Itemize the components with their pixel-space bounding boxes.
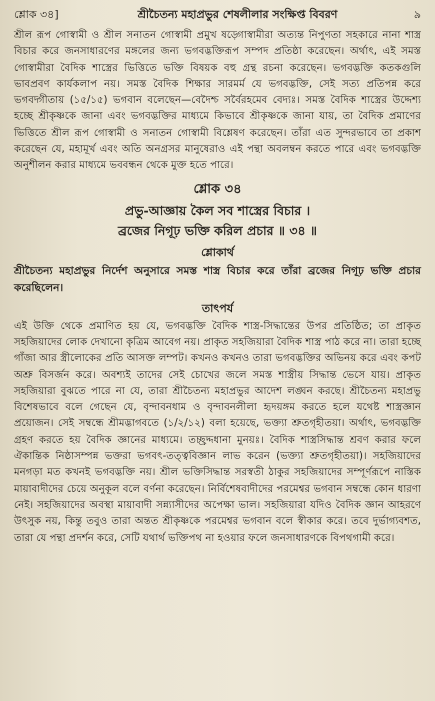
- verse-reference: শ্লোক ৩৪]: [14, 8, 59, 21]
- purport-text: এই উক্তি থেকে প্রমাণিত হয় যে, ভগবদ্ভক্তি বৈদিক শাস্ত্র-সিদ্ধান্তের উপর প্রতিষ্ঠিত; তা প্রাকৃত সহজিয়াদের লোক দেখানো কৃত্রিম আবেগ নয়। প্রাকৃত সহজিয়ারা বৈদিক শাস্ত্র পাঠ করে না। তারা হচ্ছে গাঁজা আর স্ত্রীলোকের প্রতি আসক্ত লম্পট। কখনও কখনও তারা ভগবদ্ভক্তির অভিনয় করে এবং কপট অশ্রু বিসর্জন করে। অবশ্যই তাদের সেই চোখের জলে সমস্ত শাস্ত্রীয় সিদ্ধান্ত ভেসে যায়। প্রাকৃত সহজিয়ারা বুঝতে পারে না যে, তারা শ্রীচৈতন্য মহাপ্রভুর আদেশ লঙ্ঘন করছে। শ্রীচৈতন্য মহাপ্রভু বিশেষভাবে বলে গেছেন যে, বৃন্দাবনধাম ও বৃন্দাবনলীলা হৃদয়ঙ্গম করতে হলে যথেষ্ট শাস্ত্রজ্ঞান প্রয়োজন। সেই সম্বন্ধে শ্রীমদ্ভাগবতে (১/২/১২) বলা হয়েছে, ভক্ত্যা শ্রুতগৃহীতয়া। অর্থাৎ, ভগবদ্ভক্তি গ্রহণ করতে হয় বৈদিক জ্ঞানের মাধ্যমে। তচ্ছ্রদ্দধানা মুনয়ঃ। বৈদিক শাস্ত্রসিদ্ধান্ত শ্রবণ করার ফলে ঐকান্তিক নিষ্ঠাসম্পন্ন ভক্তরা ভগবৎ-তত্ত্ববিজ্ঞান লাভ করেন (ভক্ত্যা শ্রুতগৃহীতয়া)। সহজিয়াদের মনগড়া মত কখনই ভগবদ্ভক্তি নয়। শ্রীল ভক্তিসিদ্ধান্ত সরস্বতী ঠাকুর সহজিয়াদের সম্পূর্ণরূপে নাস্তিক মায়াবাদীদের চেয়ে অনুকূল বলে বর্ণনা করেছেন। নির্বিশেষবাদীদের পরমেশ্বর ভগবান সম্বন্ধে কোন ধারণা নেই। সহজিয়াদের অবস্থা মায়াবাদী সন্ন্যাসীদের অপেক্ষা ভাল। সহজিয়ারা যদিও বৈদিক জ্ঞান আহরণে উৎসুক নয়, কিন্তু তবুও তারা অন্তত শ্রীকৃষ্ণকে পরমেশ্বর ভগবান বলে স্বীকার করে। তবে দুর্ভাগ্যবশত, তারা যে পন্থা প্রদর্শন করে, সেটি যথার্থ ভক্তিপথ না হওয়ার ফলে জনসাধারণকে বিপথগামী করে।: [14, 320, 421, 544]
- purport-heading: তাৎপর্য: [201, 301, 234, 315]
- chapter-title: শ্রীচৈতন্য মহাপ্রভুর শেষলীলার সংক্ষিপ্ত বিবরণ: [137, 8, 338, 21]
- verse-heading: শ্লোক ৩৪: [193, 181, 242, 197]
- page-header: [14, 8, 421, 22]
- translation-text: শ্রীচৈতন্য মহাপ্রভুর নির্দেশ অনুসারে সমস্ত শাস্ত্র বিচার করে তাঁরা ব্রজের নিগূঢ় ভক্তি প্রচার করেছিলেন।: [14, 264, 421, 294]
- page-number: ৯: [413, 8, 421, 21]
- translation-heading: শ্লোকার্থ: [201, 245, 234, 259]
- intro-paragraph: শ্রীল রূপ গোস্বামী ও শ্রীল সনাতন গোস্বামী প্রমুখ ষড়্গোস্বামীরা অত্যন্ত নিপুণতা সহকারে নানা শাস্ত্র বিচার করে জনসাধারণের মঙ্গলের জন্য ভগবদ্ভক্তিরূপ সম্পদ প্রতিষ্ঠা করেছেন। অর্থাৎ, এই সমস্ত গোস্বামীরা বৈদিক শাস্ত্রের ভিত্তিতে ভক্তি বিষয়ক বহু গ্রন্থ রচনা করেছেন। ভগবদ্ভক্তি কতকগুলি ভাবপ্রবণ কার্যকলাপ নয়। সমস্ত বৈদিক শিক্ষার সারমর্ম যে ভগবদ্ভক্তি, সেই সত্য প্রতিপন্ন করে ভগবদ্গীতায় (১৫/১৫) ভগবান বলেছেন—বেদৈশ্চ সর্বৈরহমেব বেদ্যঃ। সমস্ত বৈদিক শাস্ত্রের উদ্দেশ্য হচ্ছে শ্রীকৃষ্ণকে জানা এবং ভগবদ্ভক্তির মাধ্যমে কিভাবে শ্রীকৃষ্ণকে জানা যায়, তা বৈদিক প্রমাণের ভিত্তিতে শ্রীল রূপ গোস্বামী ও সনাতন গোস্বামী বিশ্লেষণ করেছেন। তাঁরা এত সুন্দরভাবে তা প্রকাশ করেছেন যে, মহামূর্খ এবং অতি অনগ্রসর মানুষেরাও এই পন্থা অবলম্বন করতে পারে এবং ভগবদ্ভক্তি অনুশীলন করার মাধ্যমে ভববন্ধন থেকে মুক্ত হতে পারে।: [14, 30, 421, 172]
- verse-line-1: প্রভু-আজ্ঞায় কৈল সব শাস্ত্রের বিচার ।: [124, 202, 311, 218]
- verse-line-2: ব্রজের নিগূঢ় ভক্তি করিল প্রচার ॥ ৩৪ ॥: [118, 222, 317, 238]
